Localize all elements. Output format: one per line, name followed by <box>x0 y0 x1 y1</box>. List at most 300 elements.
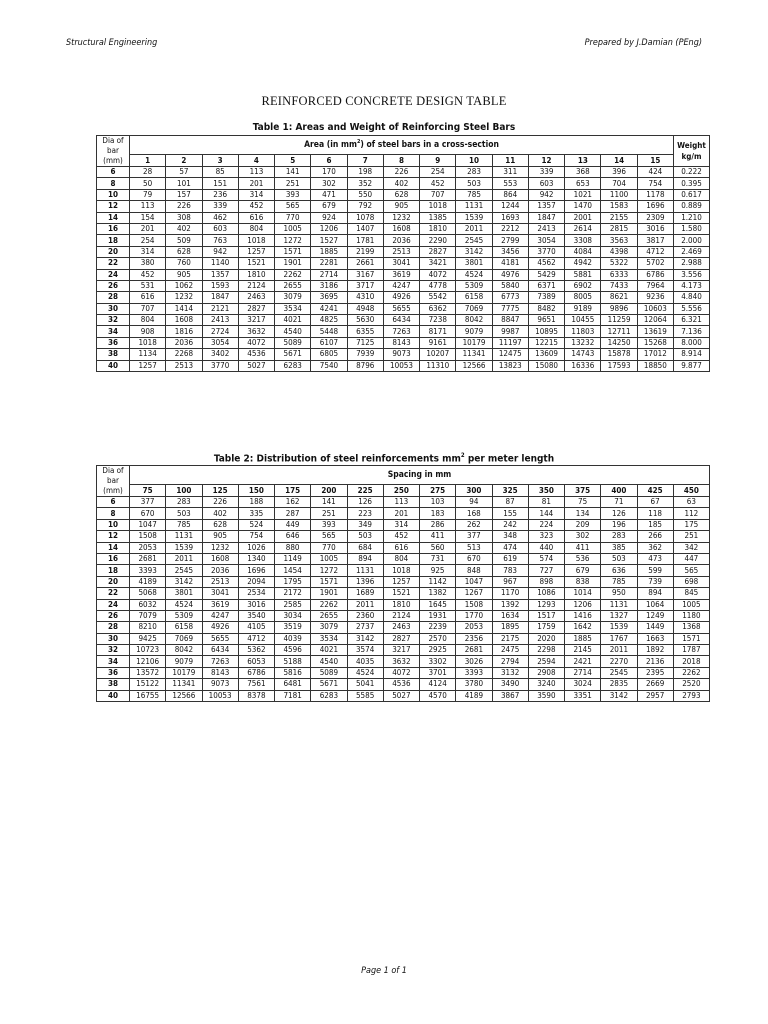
table1-area-group-header: Area (in $mm^2$) of steel bars in a cross-section <box>130 136 674 155</box>
value-cell: 3240 <box>528 679 564 690</box>
weight-cell: 2.988 <box>674 258 710 269</box>
table-row <box>97 360 710 371</box>
value-cell: 3701 <box>420 667 456 678</box>
bar-diameter-cell: 16 <box>97 223 130 234</box>
bar-diameter-cell: 12 <box>97 531 130 542</box>
bar-diameter-cell: 36 <box>97 667 130 678</box>
bar-diameter-cell: 12 <box>97 201 130 212</box>
value-cell: 603 <box>202 223 238 234</box>
value-cell: 4536 <box>383 679 419 690</box>
value-cell: 9189 <box>565 303 601 314</box>
value-cell: 4189 <box>456 690 492 701</box>
value-cell: 126 <box>347 497 383 508</box>
table1-body <box>97 167 710 372</box>
value-cell: 1026 <box>238 542 274 553</box>
value-cell: 8143 <box>202 667 238 678</box>
value-cell: 4084 <box>565 246 601 257</box>
value-cell: 81 <box>528 497 564 508</box>
value-cell: 2799 <box>492 235 528 246</box>
value-cell: 5188 <box>275 656 311 667</box>
value-cell: 2925 <box>420 645 456 656</box>
value-cell: 452 <box>238 201 274 212</box>
value-cell: 94 <box>456 497 492 508</box>
value-cell: 2262 <box>275 269 311 280</box>
value-cell: 2475 <box>492 645 528 656</box>
value-cell: 4072 <box>420 269 456 280</box>
value-cell: 2681 <box>130 553 166 564</box>
value-cell: 7561 <box>238 679 274 690</box>
value-cell: 9236 <box>637 292 673 303</box>
value-cell: 628 <box>202 519 238 530</box>
value-cell: 1663 <box>637 633 673 644</box>
value-cell: 314 <box>238 189 274 200</box>
value-cell: 3351 <box>565 690 601 701</box>
value-cell: 3041 <box>383 258 419 269</box>
bar-diameter-cell: 32 <box>97 315 130 326</box>
table-row <box>97 576 710 587</box>
value-cell: 13823 <box>492 360 528 371</box>
value-cell: 6333 <box>601 269 637 280</box>
value-cell: 2298 <box>528 645 564 656</box>
value-cell: 449 <box>275 519 311 530</box>
value-cell: 1206 <box>565 599 601 610</box>
table-row <box>97 531 710 542</box>
value-cell: 7079 <box>130 610 166 621</box>
table1-column-header-row <box>97 155 710 167</box>
value-cell: 440 <box>528 542 564 553</box>
value-cell: 5089 <box>311 667 347 678</box>
value-cell: 12064 <box>637 315 673 326</box>
value-cell: 226 <box>166 201 202 212</box>
table-row <box>97 315 710 326</box>
value-cell: 236 <box>202 189 238 200</box>
value-cell: 1232 <box>166 292 202 303</box>
value-cell: 3619 <box>202 599 238 610</box>
value-cell: 1357 <box>202 269 238 280</box>
value-cell: 2036 <box>383 235 419 246</box>
value-cell: 3217 <box>238 315 274 326</box>
value-cell: 670 <box>130 508 166 519</box>
weight-cell: 0.395 <box>674 178 710 189</box>
value-cell: 1018 <box>383 565 419 576</box>
value-cell: 2421 <box>565 656 601 667</box>
value-cell: 5429 <box>528 269 564 280</box>
value-cell: 1414 <box>166 303 202 314</box>
value-cell: 17012 <box>637 349 673 360</box>
value-cell: 1005 <box>275 223 311 234</box>
value-cell: 950 <box>601 588 637 599</box>
value-cell: 349 <box>347 519 383 530</box>
value-cell: 967 <box>492 576 528 587</box>
value-cell: 7238 <box>420 315 456 326</box>
value-cell: 4540 <box>311 656 347 667</box>
value-cell: 2172 <box>275 588 311 599</box>
value-cell: 524 <box>238 519 274 530</box>
value-cell: 3519 <box>275 622 311 633</box>
value-cell: 1608 <box>202 553 238 564</box>
value-cell: 157 <box>166 189 202 200</box>
value-cell: 6283 <box>275 360 311 371</box>
value-cell: 5027 <box>238 360 274 371</box>
value-cell: 5585 <box>347 690 383 701</box>
value-cell: 8482 <box>528 303 564 314</box>
table-row <box>97 599 710 610</box>
value-cell: 3632 <box>238 326 274 337</box>
value-cell: 286 <box>420 519 456 530</box>
value-cell: 5027 <box>383 690 419 701</box>
value-cell: 6158 <box>166 622 202 633</box>
value-cell: 5816 <box>275 667 311 678</box>
value-cell: 251 <box>275 178 311 189</box>
value-cell: 783 <box>492 565 528 576</box>
value-cell: 3142 <box>456 246 492 257</box>
value-cell: 12215 <box>528 337 564 348</box>
value-cell: 1885 <box>311 246 347 257</box>
value-cell: 5309 <box>166 610 202 621</box>
value-cell: 1257 <box>130 360 166 371</box>
value-cell: 1131 <box>601 599 637 610</box>
value-cell: 2309 <box>637 212 673 223</box>
value-cell: 2815 <box>601 223 637 234</box>
value-cell: 175 <box>673 519 709 530</box>
value-cell: 144 <box>528 508 564 519</box>
table2-spacing-group-header: Spacing in mm <box>130 466 710 485</box>
value-cell: 12106 <box>130 656 166 667</box>
value-cell: 2356 <box>456 633 492 644</box>
value-cell: 2463 <box>238 292 274 303</box>
value-cell: 2513 <box>166 360 202 371</box>
table-row <box>97 690 710 701</box>
value-cell: 151 <box>202 178 238 189</box>
weight-cell: 2.000 <box>674 235 710 246</box>
bar-diameter-cell: 8 <box>97 178 130 189</box>
table1-column-header: 9 <box>420 155 456 167</box>
value-cell: 4570 <box>420 690 456 701</box>
value-cell: 1232 <box>383 212 419 223</box>
value-cell: 14250 <box>601 337 637 348</box>
value-cell: 3695 <box>311 292 347 303</box>
value-cell: 550 <box>347 189 383 200</box>
value-cell: 616 <box>383 542 419 553</box>
value-cell: 1517 <box>528 610 564 621</box>
value-cell: 242 <box>492 519 528 530</box>
table2-column-header: 150 <box>238 485 274 497</box>
value-cell: 12566 <box>166 690 202 701</box>
table-row <box>97 497 710 508</box>
value-cell: 7263 <box>202 656 238 667</box>
value-cell: 3490 <box>492 679 528 690</box>
value-cell: 6773 <box>492 292 528 303</box>
value-cell: 15080 <box>528 360 564 371</box>
value-cell: 3167 <box>347 269 383 280</box>
value-cell: 727 <box>528 565 564 576</box>
value-cell: 1901 <box>275 258 311 269</box>
value-cell: 5322 <box>601 258 637 269</box>
value-cell: 10179 <box>456 337 492 348</box>
value-cell: 2124 <box>383 610 419 621</box>
value-cell: 7181 <box>275 690 311 701</box>
value-cell: 2714 <box>565 667 601 678</box>
value-cell: 2661 <box>347 258 383 269</box>
bar-diameter-cell: 28 <box>97 622 130 633</box>
value-cell: 2534 <box>238 588 274 599</box>
value-cell: 553 <box>492 178 528 189</box>
value-cell: 15878 <box>601 349 637 360</box>
bar-diameter-cell: 40 <box>97 360 130 371</box>
table2-caption: Table 2: Distribution of steel reinforcements $mm^2$ per meter length <box>213 452 555 465</box>
value-cell: 1847 <box>202 292 238 303</box>
value-cell: 2957 <box>637 690 673 701</box>
value-cell: 804 <box>130 315 166 326</box>
value-cell: 314 <box>130 246 166 257</box>
value-cell: 3402 <box>202 349 238 360</box>
value-cell: 134 <box>565 508 601 519</box>
value-cell: 2908 <box>528 667 564 678</box>
value-cell: 2614 <box>565 223 601 234</box>
value-cell: 6362 <box>420 303 456 314</box>
value-cell: 880 <box>275 542 311 553</box>
value-cell: 155 <box>492 508 528 519</box>
value-cell: 679 <box>311 201 347 212</box>
value-cell: 1571 <box>673 633 709 644</box>
value-cell: 1357 <box>528 201 564 212</box>
value-cell: 11197 <box>492 337 528 348</box>
value-cell: 308 <box>166 212 202 223</box>
table2-column-header: 100 <box>166 485 202 497</box>
bar-diameter-cell: 18 <box>97 565 130 576</box>
value-cell: 531 <box>130 280 166 291</box>
value-cell: 3079 <box>275 292 311 303</box>
value-cell: 4524 <box>456 269 492 280</box>
value-cell: 2011 <box>166 553 202 564</box>
value-cell: 5089 <box>275 337 311 348</box>
value-cell: 1608 <box>383 223 419 234</box>
value-cell: 3770 <box>202 360 238 371</box>
value-cell: 2053 <box>456 622 492 633</box>
value-cell: 3016 <box>238 599 274 610</box>
value-cell: 1047 <box>130 519 166 530</box>
table1-areas-weights <box>96 135 710 372</box>
value-cell: 18850 <box>637 360 673 371</box>
value-cell: 141 <box>311 497 347 508</box>
value-cell: 1895 <box>492 622 528 633</box>
value-cell: 1327 <box>601 610 637 621</box>
value-cell: 3079 <box>311 622 347 633</box>
value-cell: 2124 <box>238 280 274 291</box>
value-cell: 12711 <box>601 326 637 337</box>
value-cell: 1470 <box>565 201 601 212</box>
value-cell: 185 <box>637 519 673 530</box>
bar-diameter-cell: 22 <box>97 588 130 599</box>
value-cell: 942 <box>528 189 564 200</box>
value-cell: 4942 <box>565 258 601 269</box>
value-cell: 707 <box>420 189 456 200</box>
value-cell: 2655 <box>311 610 347 621</box>
table-row <box>97 667 710 678</box>
value-cell: 196 <box>601 519 637 530</box>
value-cell: 5840 <box>492 280 528 291</box>
value-cell: 4976 <box>492 269 528 280</box>
value-cell: 283 <box>166 497 202 508</box>
table2-column-header: 300 <box>456 485 492 497</box>
value-cell: 739 <box>637 576 673 587</box>
value-cell: 704 <box>601 178 637 189</box>
value-cell: 5448 <box>311 326 347 337</box>
value-cell: 2053 <box>130 542 166 553</box>
value-cell: 1634 <box>492 610 528 621</box>
value-cell: 4021 <box>275 315 311 326</box>
table2-column-header: 175 <box>275 485 311 497</box>
value-cell: 1892 <box>637 645 673 656</box>
bar-diameter-cell: 26 <box>97 610 130 621</box>
value-cell: 503 <box>347 531 383 542</box>
table-row <box>97 178 710 189</box>
value-cell: 2199 <box>347 246 383 257</box>
value-cell: 905 <box>166 269 202 280</box>
bar-diameter-cell: 38 <box>97 349 130 360</box>
value-cell: 1539 <box>166 542 202 553</box>
value-cell: 894 <box>347 553 383 564</box>
table1-dia-header: Dia of bar (mm) <box>97 136 130 167</box>
value-cell: 6053 <box>238 656 274 667</box>
table2-dia-header: Dia of bar (mm) <box>97 466 130 497</box>
value-cell: 2001 <box>565 212 601 223</box>
value-cell: 7775 <box>492 303 528 314</box>
value-cell: 1293 <box>528 599 564 610</box>
value-cell: 7263 <box>383 326 419 337</box>
value-cell: 101 <box>166 178 202 189</box>
weight-cell: 5.556 <box>674 303 710 314</box>
value-cell: 287 <box>275 508 311 519</box>
value-cell: 447 <box>673 553 709 564</box>
value-cell: 731 <box>420 553 456 564</box>
value-cell: 471 <box>311 189 347 200</box>
value-cell: 3026 <box>456 656 492 667</box>
value-cell: 2545 <box>601 667 637 678</box>
table-row <box>97 645 710 656</box>
value-cell: 2036 <box>202 565 238 576</box>
value-cell: 1257 <box>238 246 274 257</box>
table2-column-header: 250 <box>383 485 419 497</box>
value-cell: 452 <box>130 269 166 280</box>
value-cell: 7433 <box>601 280 637 291</box>
value-cell: 1416 <box>565 610 601 621</box>
value-cell: 785 <box>456 189 492 200</box>
value-cell: 1781 <box>347 235 383 246</box>
value-cell: 10603 <box>637 303 673 314</box>
value-cell: 1018 <box>238 235 274 246</box>
value-cell: 3421 <box>420 258 456 269</box>
value-cell: 2655 <box>275 280 311 291</box>
bar-diameter-cell: 6 <box>97 167 130 178</box>
value-cell: 13572 <box>130 667 166 678</box>
value-cell: 170 <box>311 167 347 178</box>
value-cell: 3054 <box>202 337 238 348</box>
value-cell: 5671 <box>275 349 311 360</box>
bar-diameter-cell: 24 <box>97 269 130 280</box>
table-row <box>97 610 710 621</box>
value-cell: 4072 <box>238 337 274 348</box>
value-cell: 3534 <box>311 633 347 644</box>
value-cell: 4181 <box>492 258 528 269</box>
value-cell: 565 <box>673 565 709 576</box>
value-cell: 6371 <box>528 280 564 291</box>
value-cell: 1086 <box>528 588 564 599</box>
value-cell: 770 <box>311 542 347 553</box>
value-cell: 6355 <box>347 326 383 337</box>
value-cell: 7540 <box>311 360 347 371</box>
value-cell: 1521 <box>383 588 419 599</box>
value-cell: 6434 <box>202 645 238 656</box>
value-cell: 15122 <box>130 679 166 690</box>
table2-column-header: 375 <box>565 485 601 497</box>
value-cell: 5655 <box>202 633 238 644</box>
value-cell: 377 <box>130 497 166 508</box>
value-cell: 513 <box>456 542 492 553</box>
bar-diameter-cell: 18 <box>97 235 130 246</box>
value-cell: 7939 <box>347 349 383 360</box>
value-cell: 7389 <box>528 292 564 303</box>
value-cell: 763 <box>202 235 238 246</box>
table-row <box>97 508 710 519</box>
table-row <box>97 269 710 280</box>
value-cell: 1140 <box>202 258 238 269</box>
value-cell: 339 <box>202 201 238 212</box>
value-cell: 79 <box>130 189 166 200</box>
value-cell: 9079 <box>166 656 202 667</box>
value-cell: 2545 <box>166 565 202 576</box>
value-cell: 1901 <box>311 588 347 599</box>
value-cell: 3302 <box>420 656 456 667</box>
table1-column-header: 13 <box>565 155 601 167</box>
table-row <box>97 189 710 200</box>
value-cell: 6158 <box>456 292 492 303</box>
value-cell: 3619 <box>383 269 419 280</box>
value-cell: 16336 <box>565 360 601 371</box>
value-cell: 1018 <box>130 337 166 348</box>
table1-column-header: 3 <box>202 155 238 167</box>
value-cell: 168 <box>456 508 492 519</box>
value-cell: 335 <box>238 508 274 519</box>
value-cell: 71 <box>601 497 637 508</box>
value-cell: 154 <box>130 212 166 223</box>
value-cell: 3142 <box>166 576 202 587</box>
value-cell: 14743 <box>565 349 601 360</box>
value-cell: 141 <box>275 167 311 178</box>
table-row <box>97 326 710 337</box>
bar-diameter-cell: 30 <box>97 633 130 644</box>
table-row <box>97 565 710 576</box>
value-cell: 4562 <box>528 258 564 269</box>
value-cell: 8171 <box>420 326 456 337</box>
table1-column-header: 12 <box>528 155 564 167</box>
value-cell: 251 <box>673 531 709 542</box>
weight-cell: 6.321 <box>674 315 710 326</box>
value-cell: 838 <box>565 576 601 587</box>
value-cell: 11803 <box>565 326 601 337</box>
value-cell: 1340 <box>238 553 274 564</box>
value-cell: 905 <box>383 201 419 212</box>
value-cell: 8847 <box>492 315 528 326</box>
table-row <box>97 553 710 564</box>
value-cell: 4189 <box>130 576 166 587</box>
value-cell: 3456 <box>492 246 528 257</box>
value-cell: 1816 <box>166 326 202 337</box>
value-cell: 2136 <box>637 656 673 667</box>
bar-diameter-cell: 22 <box>97 258 130 269</box>
bar-diameter-cell: 10 <box>97 519 130 530</box>
value-cell: 339 <box>528 167 564 178</box>
